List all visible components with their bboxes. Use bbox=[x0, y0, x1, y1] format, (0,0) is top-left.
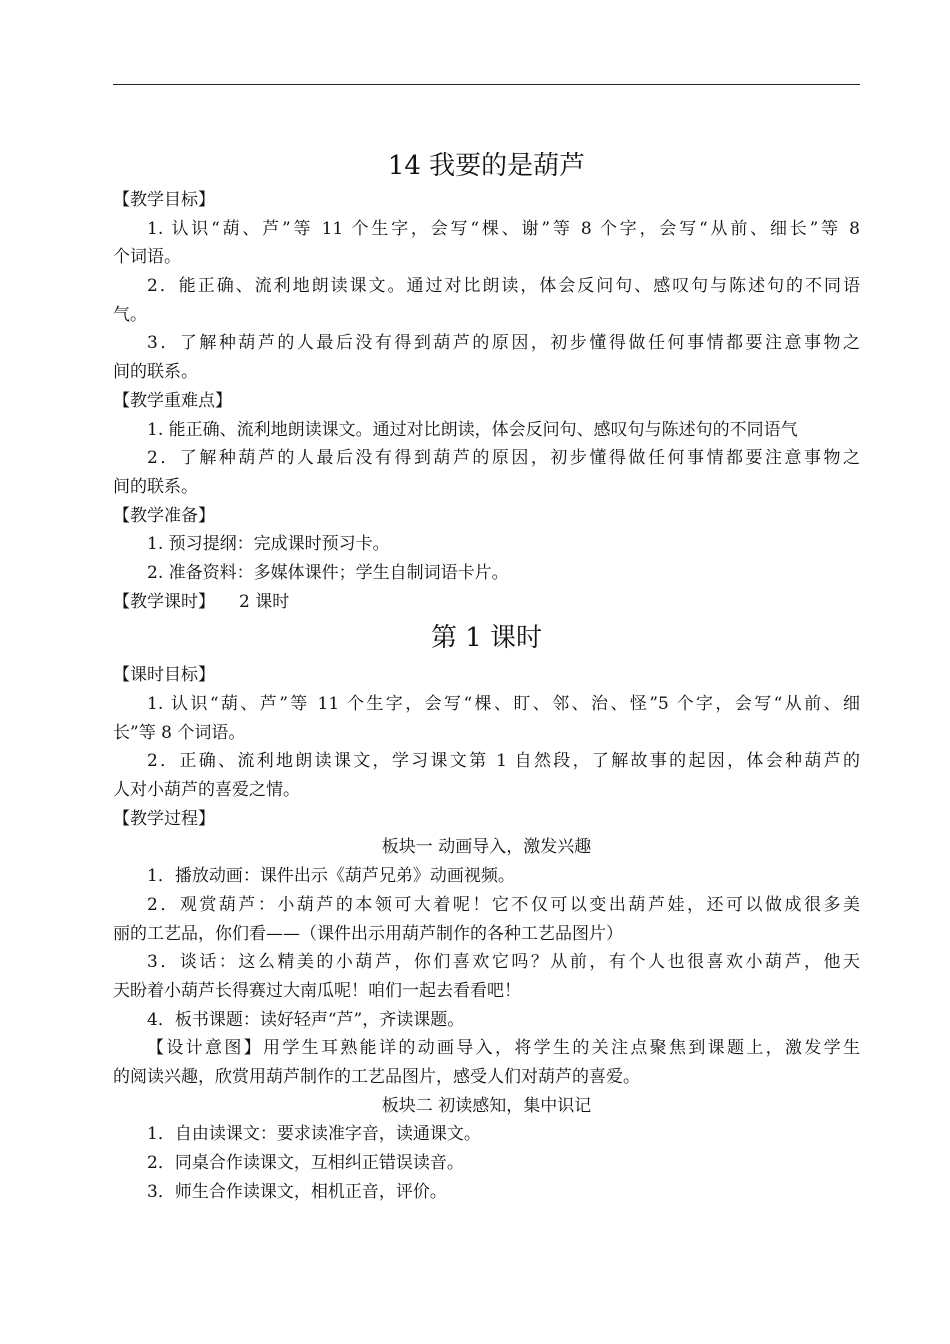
section-heading-lesson-objectives: 【课时目标】 bbox=[113, 665, 215, 686]
paragraph: 2．观赏葫芦：小葫芦的本领可大着呢！它不仅可以变出葫芦娃，还可以做成很多美 bbox=[147, 894, 860, 915]
header-rule bbox=[113, 84, 860, 85]
paragraph-continuation: 间的联系。 bbox=[113, 476, 198, 497]
paragraph-continuation: 丽的工艺品，你们看——（课件出示用葫芦制作的各种工艺品图片） bbox=[113, 923, 623, 944]
paragraph: 3．了解种葫芦的人最后没有得到葫芦的原因，初步懂得做任何事情都要注意事物之 bbox=[147, 333, 860, 354]
section-heading-objectives: 【教学目标】 bbox=[113, 190, 215, 210]
paragraph: 2. 准备资料：多媒体课件；学生自制词语卡片。 bbox=[147, 562, 509, 583]
paragraph-continuation: 个词语。 bbox=[113, 247, 181, 268]
section-heading-periods bbox=[113, 588, 860, 617]
paragraph-continuation: 的阅读兴趣，欣赏用葫芦制作的工艺品图片，感受人们对葫芦的喜爱。 bbox=[113, 1066, 640, 1087]
paragraph: 2．能正确、流利地朗读课文。通过对比朗读，体会反问句、感叹句与陈述句的不同语 bbox=[147, 276, 860, 297]
paragraph-continuation: 天盼着小葫芦长得赛过大南瓜呢！咱们一起去看看吧！ bbox=[113, 980, 521, 1001]
periods-label: 【教学课时】 bbox=[113, 591, 215, 612]
paragraph: 1. 认识“葫、芦”等 11 个生字，会写“棵、盯、邻、治、怪”5 个字，会写“从前、细 bbox=[147, 694, 860, 714]
section-heading-preparation: 【教学准备】 bbox=[113, 505, 215, 526]
paragraph: 2．正确、流利地朗读课文，学习课文第 1 自然段，了解故事的起因，体会种葫芦的 bbox=[147, 751, 860, 772]
paragraph-continuation: 人对小葫芦的喜爱之情。 bbox=[113, 780, 300, 801]
paragraph: 1. 能正确、流利地朗读课文。通过对比朗读，体会反问句、感叹句与陈述句的不同语气 bbox=[147, 419, 798, 440]
lesson-title: 第 1 课时 bbox=[430, 623, 543, 654]
section-heading-process: 【教学过程】 bbox=[113, 808, 215, 829]
paragraph-continuation: 长”等 8 个词语。 bbox=[113, 722, 246, 743]
document-body bbox=[113, 140, 860, 1206]
block-heading-1: 板块一 动画导入，激发兴趣 bbox=[381, 837, 592, 858]
page-title: 14 我要的是葫芦 bbox=[387, 151, 586, 181]
paragraph: 1．播放动画：课件出示《葫芦兄弟》动画视频。 bbox=[147, 866, 515, 887]
design-intent: 【设计意图】用学生耳熟能详的动画导入，将学生的关注点聚焦到课题上，激发学生 bbox=[147, 1038, 860, 1059]
section-heading-key-points: 【教学重难点】 bbox=[113, 390, 232, 411]
paragraph: 1. 认识“葫、芦”等 11 个生字，会写“棵、谢”等 8 个字，会写“从前、细长”等 8 bbox=[147, 218, 860, 239]
paragraph: 2．了解种葫芦的人最后没有得到葫芦的原因，初步懂得做任何事情都要注意事物之 bbox=[147, 448, 860, 469]
block-heading-2: 板块二 初读感知，集中识记 bbox=[381, 1095, 592, 1116]
paragraph: 2．同桌合作读课文，互相纠正错误读音。 bbox=[147, 1153, 464, 1173]
paragraph: 4．板书课题：读好轻声“芦”，齐读课题。 bbox=[147, 1009, 465, 1030]
paragraph: 1．自由读课文：要求读准字音，读通课文。 bbox=[147, 1124, 481, 1145]
paragraph: 1. 预习提纲：完成课时预习卡。 bbox=[147, 534, 390, 555]
paragraph-continuation: 气。 bbox=[113, 304, 147, 325]
paragraph: 3．师生合作读课文，相机正音，评价。 bbox=[147, 1181, 447, 1202]
periods-value: 2 课时 bbox=[239, 591, 290, 612]
paragraph-continuation: 间的联系。 bbox=[113, 362, 198, 383]
paragraph: 3．谈话：这么精美的小葫芦，你们喜欢它吗？从前，有个人也很喜欢小葫芦，他天 bbox=[147, 952, 860, 973]
